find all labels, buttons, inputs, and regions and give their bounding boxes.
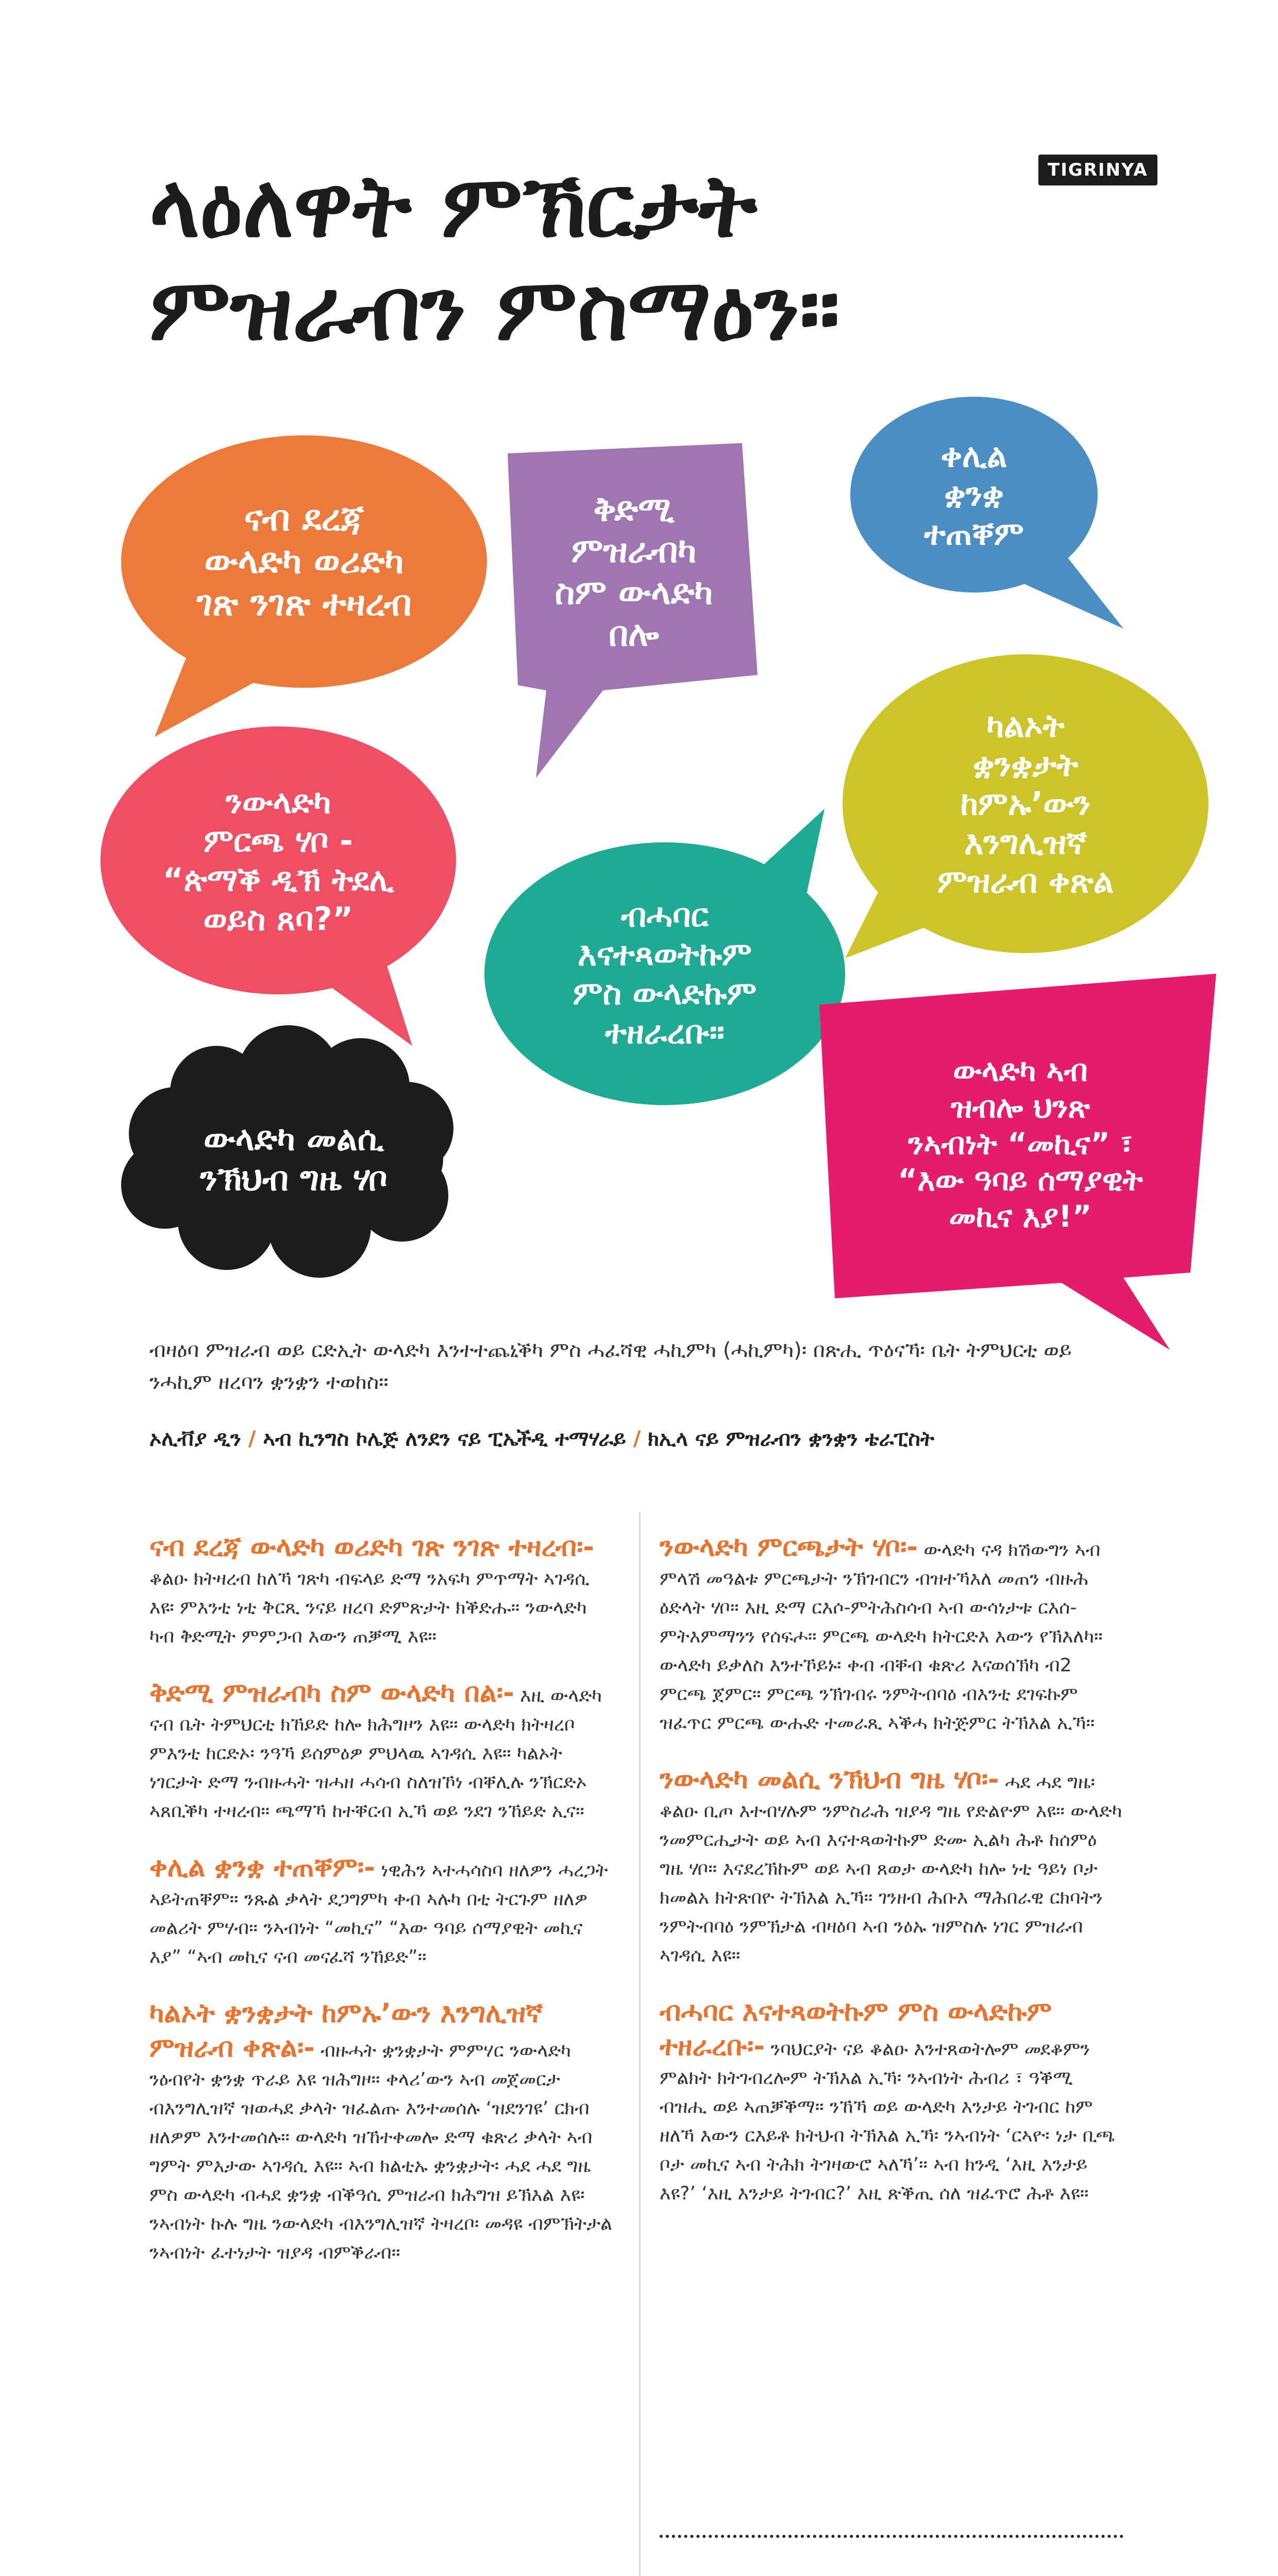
author-separator: /: [248, 1427, 256, 1451]
bubble-blue-text: ቀሊል ቋንቋ ተጠቐም: [924, 436, 1024, 552]
author-separator: /: [633, 1427, 641, 1451]
tip-section: [660, 1762, 1123, 1970]
tip-heading: ንውላድካ ምርጫታት ሃቦ፡-: [660, 1532, 918, 1563]
tip-section: [149, 1676, 613, 1826]
tip-body: ቆልዑ ክትዛረብ ከለኻ ገጽካ ብፍላይ ድማ ንአፍካ ምጥማት ኣገዳሲ እዩ፡ ምእንቲ ነቲ ቅርጺ ንናይ ዘረባ ድምጽታት ክቕድሑ። ንውላድካ ካብ ቅድሚት ምምጋብ እውን ጠቓሚ እዩ።: [149, 1568, 590, 1647]
bubble-yellow-text: ካልኦት ቋንቋታት ከምኡ’ውን እንግሊዝኛ ምዝራብ ቀጽል: [937, 706, 1114, 901]
tip-heading: ቅድሚ ምዝራብካ ስም ውላድካ በል፡-: [149, 1677, 514, 1708]
tip-section: [149, 1996, 613, 2267]
tip-body: ብዙሓት ቋንቋታት ምምሃር ንውላድካ ንዕብየት ቋንቋ ጥራይ እዩ ዝሕግዞ። ቀላሪ’ውን ኣብ መጀመርታ ብእንግሊዝኛ ዝወሓደ ቃላት ዝፈልጡ እንተመሰሉ ‘ዝደንገዩ’ ርክብ ዘለዎም እንተመሰሉ። ውላድካ ዝኸተቀመሎ ድማ ቁጽሪ ቃላት ኣብ ግምት ምእታው ኣገዳሲ እዩ። ኣብ ክልቲኡ ቋንቋታት፡ ሓደ ሓደ ግዜ ምስ ውላድካ ብሓደ ቋንቋ ብቕዓሲ ምዝራብ ክሕግዝ ይኽእል እዩ፡ ንኣብነት ኩሉ ግዜ ንውላድካ ብእንግሊዝኛ ትዛረቦ፡ መዳዩ ብምኽትታል ንኣብነት ፈተነታት ዝያዳ ብምቕራብ።: [149, 2040, 613, 2263]
dotted-divider: [660, 2535, 1123, 2538]
bubble-black-text: ውላድካ መልሲ ንኽህብ ግዜ ሃቦ: [200, 1120, 388, 1198]
authors-line: [149, 1427, 1154, 1451]
column-divider: [639, 1512, 641, 2576]
tip-heading: ካልኦት ቋንቋታት ከምኡ’ውን እንግሊዝኛ ምዝራብ ቀጽል፡-: [149, 1998, 543, 2063]
tip-section: [660, 1530, 1123, 1738]
tip-body: እዚ ውላድካ ናብ ቤት ትምህርቲ ክኸይድ ከሎ ክሕግዞን እዩ። ውላድካ ክትዛረቦ ምእንቲ ከርድኦ፡ ንዓኻ ይሰምዕዎ ምህላዉ ኣገዳሲ እዩ። ካልኦት ነገርታት ድማ ንብዙሓት ዝሓዘ ሓሳብ ስለዝኾነ ብቐሊሉ ንኽርድኦ ኣጸቢቕካ ተዛረብ። ጫማኻ ከተቐርብ ኢኻ ወይ ንደገ ንኸይድ ኢና።: [149, 1685, 602, 1822]
author-name: ኦሊቭያ ዲን: [149, 1427, 241, 1451]
author-affiliation: ኣብ ኪንግስ ኮሌጅ ለንደን ናይ ፒኤችዲ ተማሃራይ: [263, 1427, 626, 1451]
tip-section: [149, 1530, 613, 1651]
bubble-orange-text: ናብ ደረጃ ውላድካ ወሪድካ ገጽ ንገጽ ተዛረብ: [196, 498, 412, 624]
tip-heading: ብሓባር እናተጻወትኩም ምስ ውላድኩም ተዘራረቡ፡-: [660, 1996, 1052, 2062]
tip-body: ነዊሕን ኣተሓሳስባ ዘለዎን ሓረጋት ኣይትጠቐም። ንጹል ቃላት ደጋግምካ ቀብ ኣሉካ በቲ ትርጉም ዘለዎ መልሪት ምሃብ። ንኣብነት “መኪና” “እው ዓባይ ሰማያዊት መኪና እያ” “ኣብ መኪና ናብ መናፈሻ ንኸይድ”።: [149, 1860, 608, 1968]
tip-heading: ንውላድካ መልሲ ንኽህብ ግዜ ሃቦ፡-: [660, 1764, 999, 1795]
tip-heading: ቀሊል ቋንቋ ተጠቐም፡-: [149, 1852, 375, 1883]
bubble-purple-text: ቅድሚ ምዝራብካ ስም ውላድካ በሎ: [554, 489, 713, 654]
tips-column-right: [660, 1530, 1123, 2233]
language-badge: TIGRINYA: [1038, 155, 1157, 185]
tip-body: ውላድካ ናዳ ክሽውግን ኣብ ምላሽ መዓልቱ ምርጫታት ንኽገብርን ብዝተኻእለ መጠን ብዙሕ ዕድላት ሃቦ። እዚ ድማ ርእሶ-ምትሕስሳብ ኣብ ውሳነታቱ ርእሰ-ምትእምማንን የሰፍሖ። ምርጫ ውላድካ ክትርድእ እውን የኽእለካ። ውላድካ ይቃለስ እንተኾይኑ፡ ቀብ ብቐብ ቁጽሪ እናወሰኽካ ብ2 ምርጫ ጀምር። ምርጫ ንኽገብሩ ንምትብባዕ ብእንቲ ደገፍኩም ዝፈጥር ምርጫ ውሑድ ተመራጺ ኣቕሓ ክትጅምር ትኽእል ኢኻ።: [660, 1539, 1103, 1734]
bubble-magenta-text: ውላድካ ኣብ ዝብሎ ህንጽ ንኣብነት “መኪና” ፣ “እው ዓባይ ሰማያዊት መኪና እያ!”: [898, 1053, 1143, 1234]
bubble-red-text: ንውላድካ ምርጫ ሃቦ - “ጵማቕ ዲኽ ትደሊ ወይስ ጸባ?”: [162, 783, 394, 938]
tip-section: [149, 1851, 613, 1972]
author-role: ክኢላ ናይ ምዝራብን ቋንቋን ቴራፒስት: [648, 1427, 934, 1451]
tip-section: [660, 1995, 1123, 2208]
tip-heading: ናብ ደረጃ ውላድካ ወሪድካ ገጽ ንገጽ ተዛረብ፡-: [149, 1532, 594, 1563]
title-line-2: ምዝራብን ምስማዕን።: [149, 259, 840, 360]
tip-body: ሓደ ሓደ ግዜ፡ ቆልዑ ቢጦ እተብሃሉም ንምስራሕ ዝያዳ ግዜ የድልዮም እዩ። ውላድካ ንመምርሒታት ወይ ኣብ እናተጻወትኩም ድሙ ኢልካ ሕቶ ከሰምዕ ግዜ ሃቦ። እናደረኽኩም ወይ ኣብ ጸወታ ውላድካ ከሎ ነቲ ዓይነ ቦታ ክመልአ ክትጽበዮ ትኽእል ኢኻ። ገንዘብ ሕቡእ ማሕበራዊ ርክባትን ንምትብባዕ ንምኽታል ብዛዕባ ኣብ ንዕኡ ዝምስሉ ነገር ምዝራብ ኣገዳሲ እዩ።: [660, 1772, 1122, 1966]
tips-column-left: [149, 1530, 613, 2292]
intro-text: ብዛዕባ ምዝራብ ወይ ርድኢት ውላድካ እንተተጨኒቕካ ምስ ሓፈሻዊ ሓኪምካ (ሓኪምካ)፡ በጽሒ ጥዕናኻ፡ ቤት ትምህርቲ ወይ ንሓኪም ዘረባን ቋንቋን ተወከስ።: [149, 1338, 1072, 1394]
tip-body: ንባህርያት ናይ ቆልዑ እንተጸወትሎም መደቆምን ምልክት ክትገብረሎም ትኽእል ኢኻ፡ ንኣብነት ሕብሪ ፣ ዓቕሚ ብዝሒ ወይ ኣጠቓቕማ። ንኸኻ ወይ ውላድካ እንታይ ትገብር ከም ዘለኻ እውን ርእይቶ ክትህብ ትኽእል ኢኻ፡ ንኣብነት ‘ርኣዮ፡ ነታ ቢጫ ቦታ መኪና ኣብ ትሕክ ትገዛውሮ ኣለኻ’። ኣብ ክንዲ ‘እዚ እንታይ እዩ?’ ‘እዚ እንታይ ትገብር?’ እዚ ጽቕጢ ሰለ ዝፈጥሮ ሕቶ እዩ።: [660, 2039, 1115, 2204]
title-line-1: ላዕለዋት ምኽርታት: [149, 156, 757, 257]
bubble-teal-text: ብሓባር እናተጻወትኩም ምስ ውላድኩም ተዘራረቡ።: [573, 896, 757, 1051]
